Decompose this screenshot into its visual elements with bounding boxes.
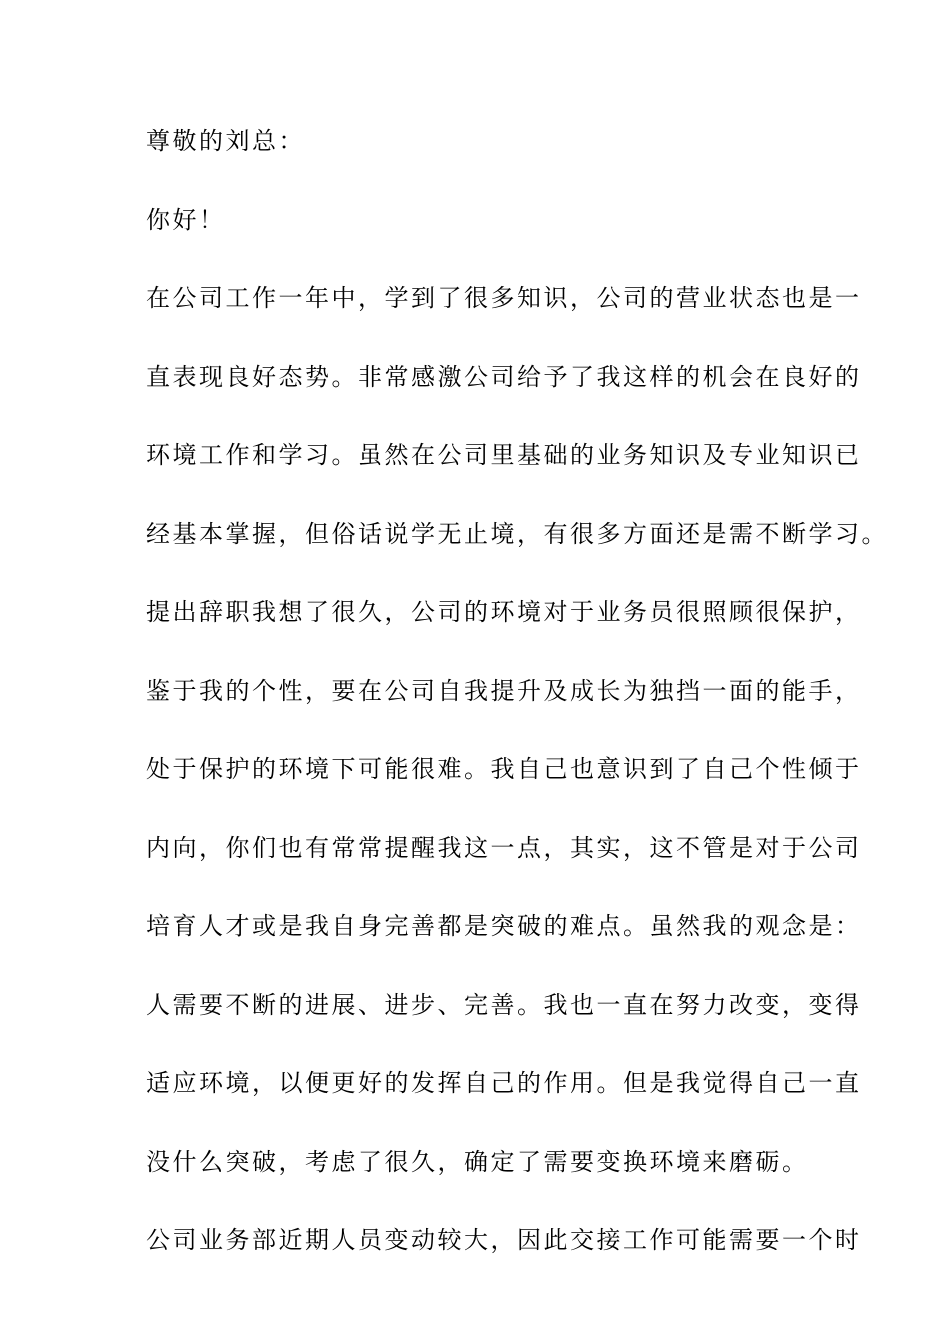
letter-body xyxy=(146,127,888,1306)
body-line: 公司业务部近期人员变动较大，因此交接工作可能需要一个时 xyxy=(146,1226,862,1254)
body-line: 处于保护的环境下可能很难。我自己也意识到了自己个性倾于 xyxy=(146,755,862,783)
body-line: 提出辞职我想了很久，公司的环境对于业务员很照顾很保护， xyxy=(146,598,862,626)
body-line: 在公司工作一年中，学到了很多知识，公司的营业状态也是一 xyxy=(146,284,862,312)
salutation-line: 尊敬的刘总： xyxy=(146,127,305,155)
body-line: 内向，你们也有常常提醒我这一点，其实，这不管是对于公司 xyxy=(146,833,862,862)
body-line: 经基本掌握，但俗话说学无止境，有很多方面还是需不断学习。 xyxy=(146,519,888,548)
body-line: 人需要不断的进展、进步、完善。我也一直在努力改变，变得 xyxy=(146,990,862,1019)
body-line: 没什么突破，考虑了很久，确定了需要变换环境来磨砺。 xyxy=(146,1147,809,1176)
body-line: 鉴于我的个性，要在公司自我提升及成长为独挡一面的能手， xyxy=(146,676,862,705)
body-line: 直表现良好态势。非常感激公司给予了我这样的机会在良好的 xyxy=(146,362,862,391)
body-line: 适应环境，以便更好的发挥自己的作用。但是我觉得自己一直 xyxy=(146,1069,862,1097)
body-line: 环境工作和学习。虽然在公司里基础的业务知识及专业知识已 xyxy=(146,441,862,469)
body-line: 培育人才或是我自身完善都是突破的难点。虽然我的观念是： xyxy=(146,912,862,940)
greeting-line: 你好！ xyxy=(146,205,226,234)
